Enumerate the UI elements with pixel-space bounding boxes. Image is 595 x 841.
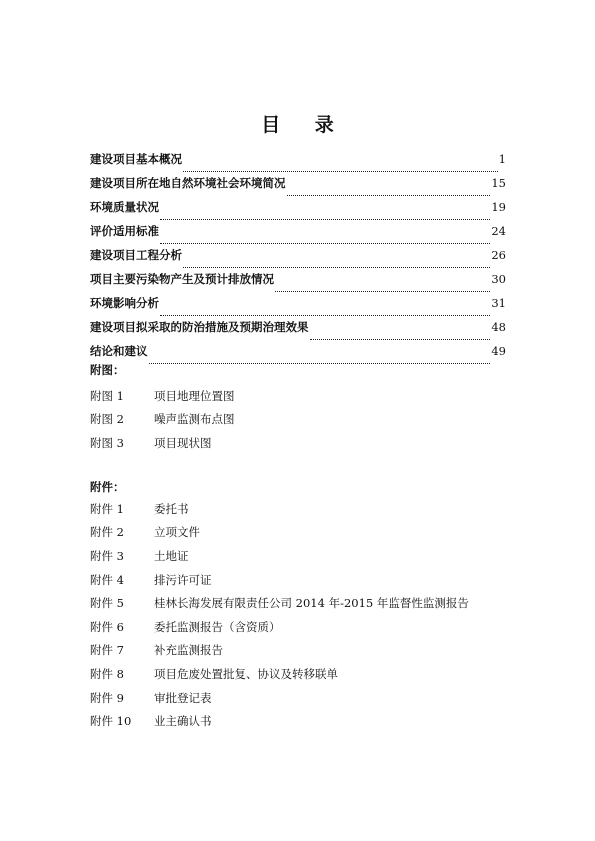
page-title: 目 录 <box>261 114 348 136</box>
toc-leader-dots <box>160 314 490 316</box>
toc-entry-label: 评价适用标准 <box>90 224 159 238</box>
table-of-contents <box>90 151 506 367</box>
toc-leader-dots <box>287 194 491 196</box>
attachment-number: 附件 8 <box>90 666 124 681</box>
toc-entry-page: 26 <box>491 248 506 262</box>
attachment-item <box>90 709 469 733</box>
attachment-label: 排污许可证 <box>154 572 212 587</box>
attachment-label: 项目危废处置批复、协议及转移联单 <box>154 666 338 681</box>
figure-number: 附图 1 <box>90 388 124 403</box>
attachment-number: 附件 9 <box>90 690 124 705</box>
toc-entry-label: 建设项目工程分析 <box>90 248 182 262</box>
attachments-heading: 附件： <box>90 480 125 494</box>
toc-entry[interactable] <box>90 223 506 247</box>
attachment-item <box>90 639 469 663</box>
toc-entry[interactable] <box>90 343 506 367</box>
toc-entry-label: 项目主要污染物产生及预计排放情况 <box>90 272 274 286</box>
toc-leader-dots <box>160 218 490 220</box>
attachment-number: 附件 4 <box>90 572 124 587</box>
figures-heading: 附图： <box>90 363 125 377</box>
attachment-label: 立项文件 <box>154 525 200 540</box>
attachment-label: 委托书 <box>154 501 189 516</box>
toc-leader-dots <box>149 362 491 364</box>
toc-leader-dots <box>310 338 491 340</box>
toc-leader-dots <box>160 242 490 244</box>
toc-entry[interactable] <box>90 175 506 199</box>
attachment-item <box>90 568 469 592</box>
toc-entry-page: 30 <box>491 272 506 286</box>
figure-item <box>90 384 235 408</box>
toc-entry-page: 19 <box>491 200 506 214</box>
attachment-label: 补充监测报告 <box>154 643 223 658</box>
figure-number: 附图 2 <box>90 412 124 427</box>
figures-list <box>90 384 235 455</box>
toc-entry[interactable] <box>90 151 506 175</box>
attachment-label: 土地证 <box>154 548 189 563</box>
toc-entry-label: 环境影响分析 <box>90 296 159 310</box>
attachment-item <box>90 686 469 710</box>
toc-entry[interactable] <box>90 247 506 271</box>
attachment-number: 附件 10 <box>90 714 132 729</box>
attachment-number: 附件 5 <box>90 596 124 611</box>
attachment-label: 审批登记表 <box>154 690 212 705</box>
figure-label: 项目现状图 <box>154 435 212 450</box>
attachment-item <box>90 662 469 686</box>
toc-entry[interactable] <box>90 199 506 223</box>
figure-item <box>90 431 235 455</box>
attachment-item <box>90 591 469 615</box>
toc-entry-page: 15 <box>491 176 506 190</box>
attachment-number: 附件 2 <box>90 525 124 540</box>
toc-leader-dots <box>275 290 490 292</box>
toc-entry-label: 建设项目拟采取的防治措施及预期治理效果 <box>90 320 309 334</box>
toc-entry-page: 24 <box>491 224 506 238</box>
figure-number: 附图 3 <box>90 435 124 450</box>
toc-entry-label: 建设项目基本概况 <box>90 152 182 166</box>
figure-label: 噪声监测布点图 <box>154 412 235 427</box>
attachment-label: 委托监测报告（含资质） <box>154 619 281 634</box>
attachment-item <box>90 497 469 521</box>
attachments-list <box>90 497 469 733</box>
toc-leader-dots <box>183 170 498 172</box>
toc-entry-label: 建设项目所在地自然环境社会环境简况 <box>90 176 286 190</box>
attachment-number: 附件 6 <box>90 619 124 634</box>
figure-label: 项目地理位置图 <box>154 388 235 403</box>
attachment-number: 附件 7 <box>90 643 124 658</box>
attachment-item <box>90 544 469 568</box>
toc-entry[interactable] <box>90 319 506 343</box>
attachment-item <box>90 615 469 639</box>
toc-entry-page: 49 <box>491 344 506 358</box>
toc-entry[interactable] <box>90 295 506 319</box>
attachment-number: 附件 1 <box>90 501 124 516</box>
toc-leader-dots <box>183 266 490 268</box>
toc-entry-page: 48 <box>491 320 506 334</box>
toc-entry-label: 结论和建议 <box>90 344 148 358</box>
figure-item <box>90 408 235 432</box>
attachment-item <box>90 521 469 545</box>
toc-entry-page: 31 <box>491 296 506 310</box>
attachment-label: 桂林长海发展有限责任公司 2014 年-2015 年监督性监测报告 <box>154 596 469 611</box>
toc-entry-label: 环境质量状况 <box>90 200 159 214</box>
toc-entry-page: 1 <box>498 152 506 166</box>
attachment-number: 附件 3 <box>90 548 124 563</box>
toc-entry[interactable] <box>90 271 506 295</box>
attachment-label: 业主确认书 <box>154 714 212 729</box>
